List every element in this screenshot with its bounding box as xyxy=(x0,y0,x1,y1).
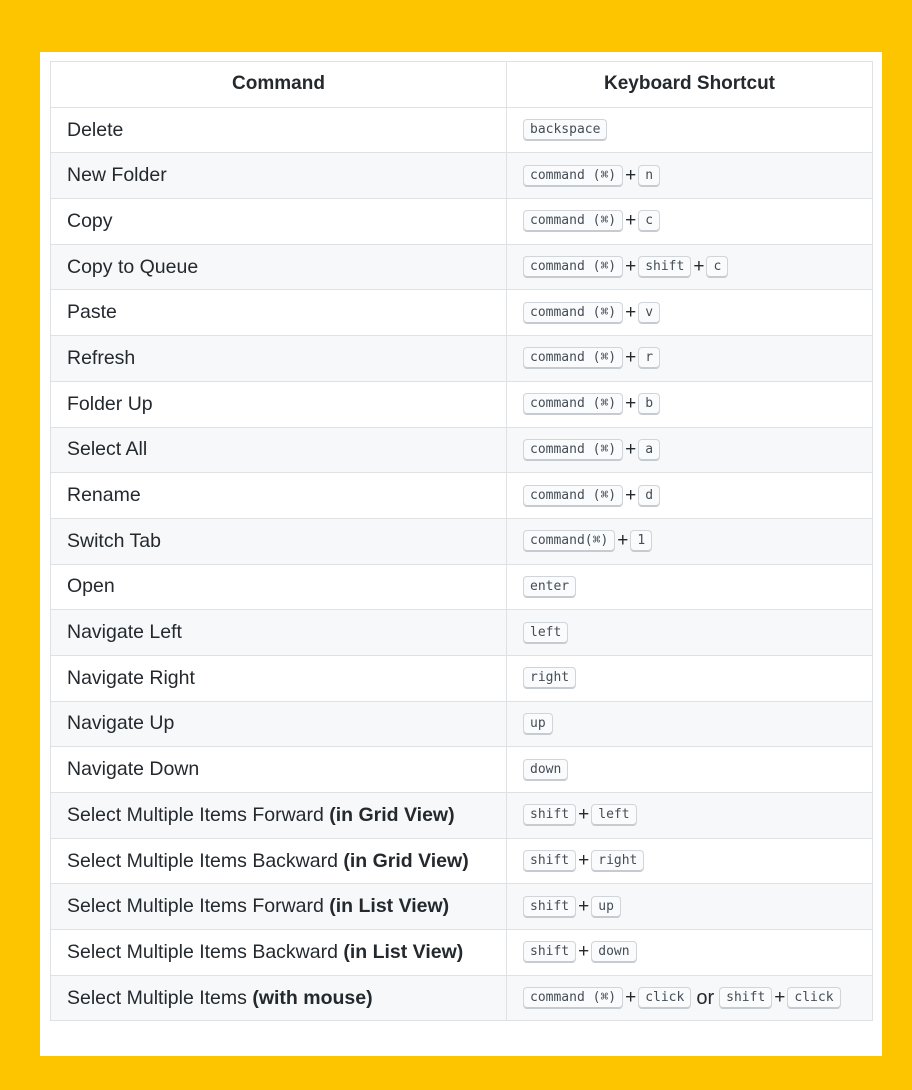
key-cap: command (⌘) xyxy=(523,347,623,369)
shortcuts-table xyxy=(50,61,873,1021)
key-cap: command (⌘) xyxy=(523,210,623,232)
plus-separator: + xyxy=(625,301,637,323)
shortcut-cell xyxy=(507,473,873,519)
command-cell xyxy=(51,838,507,884)
column-header-keyboard-shortcut: Keyboard Shortcut xyxy=(507,62,873,108)
table-row xyxy=(51,838,873,884)
command-name: New Folder xyxy=(67,164,167,187)
command-cell xyxy=(51,199,507,245)
shortcut-cell xyxy=(507,838,873,884)
key-cap: right xyxy=(523,667,576,689)
plus-separator: + xyxy=(617,530,629,552)
key-cap: down xyxy=(523,759,568,781)
shortcut-cell xyxy=(507,427,873,473)
key-cap: click xyxy=(787,987,840,1009)
command-cell xyxy=(51,381,507,427)
shortcut-cell xyxy=(507,107,873,153)
table-row xyxy=(51,199,873,245)
command-name: Select Multiple Items xyxy=(67,986,247,1009)
key-cap: c xyxy=(706,256,728,278)
key-cap: a xyxy=(638,439,660,461)
shortcut-cell xyxy=(507,336,873,382)
command-cell xyxy=(51,747,507,793)
command-name: Open xyxy=(67,575,115,598)
table-row xyxy=(51,427,873,473)
command-name: Rename xyxy=(67,484,141,507)
command-cell xyxy=(51,930,507,976)
table-row xyxy=(51,153,873,199)
table-row xyxy=(51,701,873,747)
command-cell xyxy=(51,610,507,656)
command-name: Select Multiple Items Backward xyxy=(67,849,338,872)
command-cell xyxy=(51,518,507,564)
command-name: Navigate Left xyxy=(67,621,182,644)
command-cell xyxy=(51,473,507,519)
plus-separator: + xyxy=(578,941,590,963)
table-row xyxy=(51,564,873,610)
column-header-command: Command xyxy=(51,62,507,108)
key-cap: command (⌘) xyxy=(523,165,623,187)
key-cap: shift xyxy=(719,987,772,1009)
key-cap: command(⌘) xyxy=(523,530,615,552)
command-note: (in List View) xyxy=(329,895,450,918)
table-row xyxy=(51,290,873,336)
table-row xyxy=(51,610,873,656)
command-name: Select All xyxy=(67,438,148,461)
plus-separator: + xyxy=(625,256,637,278)
plus-separator: + xyxy=(774,987,786,1009)
key-cap: enter xyxy=(523,576,576,598)
key-cap: command (⌘) xyxy=(523,439,623,461)
shortcut-cell xyxy=(507,290,873,336)
plus-separator: + xyxy=(693,256,705,278)
key-cap: shift xyxy=(638,256,691,278)
key-cap: up xyxy=(591,896,621,918)
shortcut-cell xyxy=(507,747,873,793)
key-cap: left xyxy=(591,804,636,826)
command-note: (in Grid View) xyxy=(329,803,455,826)
command-name: Folder Up xyxy=(67,392,153,415)
command-cell xyxy=(51,244,507,290)
plus-separator: + xyxy=(578,850,590,872)
key-cap: up xyxy=(523,713,553,735)
key-cap: backspace xyxy=(523,119,607,141)
shortcut-cell xyxy=(507,244,873,290)
command-name: Refresh xyxy=(67,346,136,369)
key-cap: d xyxy=(638,485,660,507)
shortcut-cell xyxy=(507,655,873,701)
key-cap: n xyxy=(638,165,660,187)
key-cap: right xyxy=(591,850,644,872)
or-separator: or xyxy=(696,986,715,1009)
command-cell xyxy=(51,336,507,382)
shortcut-cell xyxy=(507,975,873,1021)
command-name: Delete xyxy=(67,118,124,141)
command-name: Select Multiple Items Backward xyxy=(67,940,338,963)
table-row xyxy=(51,381,873,427)
table-row xyxy=(51,930,873,976)
content-panel xyxy=(40,52,882,1056)
shortcut-cell xyxy=(507,153,873,199)
key-cap: command (⌘) xyxy=(523,393,623,415)
key-cap: command (⌘) xyxy=(523,256,623,278)
command-name: Navigate Up xyxy=(67,712,175,735)
table-row xyxy=(51,655,873,701)
shortcut-cell xyxy=(507,701,873,747)
shortcut-cell xyxy=(507,793,873,839)
command-cell xyxy=(51,701,507,747)
command-cell xyxy=(51,427,507,473)
command-note: (in List View) xyxy=(343,940,464,963)
plus-separator: + xyxy=(578,804,590,826)
command-cell xyxy=(51,564,507,610)
key-cap: 1 xyxy=(630,530,652,552)
key-cap: down xyxy=(591,941,636,963)
key-cap: c xyxy=(638,210,660,232)
table-row xyxy=(51,473,873,519)
key-cap: v xyxy=(638,302,660,324)
plus-separator: + xyxy=(625,164,637,186)
shortcut-cell xyxy=(507,564,873,610)
key-cap: r xyxy=(638,347,660,369)
table-row xyxy=(51,244,873,290)
table-row xyxy=(51,107,873,153)
key-cap: shift xyxy=(523,896,576,918)
key-cap: shift xyxy=(523,804,576,826)
shortcut-cell xyxy=(507,518,873,564)
plus-separator: + xyxy=(625,393,637,415)
plus-separator: + xyxy=(625,347,637,369)
shortcut-cell xyxy=(507,610,873,656)
command-note: (in Grid View) xyxy=(343,849,469,872)
shortcut-cell xyxy=(507,930,873,976)
command-name: Navigate Down xyxy=(67,758,200,781)
key-cap: click xyxy=(638,987,691,1009)
key-cap: left xyxy=(523,622,568,644)
command-cell xyxy=(51,107,507,153)
command-cell xyxy=(51,655,507,701)
table-row xyxy=(51,975,873,1021)
table-row xyxy=(51,793,873,839)
command-cell xyxy=(51,290,507,336)
command-name: Select Multiple Items Forward xyxy=(67,895,324,918)
command-cell xyxy=(51,793,507,839)
command-cell xyxy=(51,884,507,930)
table-row xyxy=(51,336,873,382)
command-name: Navigate Right xyxy=(67,666,195,689)
shortcut-cell xyxy=(507,381,873,427)
key-cap: shift xyxy=(523,941,576,963)
key-cap: command (⌘) xyxy=(523,987,623,1009)
plus-separator: + xyxy=(625,210,637,232)
command-name: Switch Tab xyxy=(67,529,161,552)
table-body xyxy=(51,107,873,1021)
command-name: Select Multiple Items Forward xyxy=(67,803,324,826)
shortcut-cell xyxy=(507,884,873,930)
command-cell xyxy=(51,975,507,1021)
key-cap: shift xyxy=(523,850,576,872)
command-name: Copy xyxy=(67,209,113,232)
key-cap: command (⌘) xyxy=(523,485,623,507)
command-note: (with mouse) xyxy=(252,986,373,1009)
table-header-row xyxy=(51,62,873,108)
plus-separator: + xyxy=(625,484,637,506)
plus-separator: + xyxy=(625,438,637,460)
table-row xyxy=(51,747,873,793)
command-name: Copy to Queue xyxy=(67,255,199,278)
shortcut-cell xyxy=(507,199,873,245)
command-name: Paste xyxy=(67,301,117,324)
key-cap: b xyxy=(638,393,660,415)
plus-separator: + xyxy=(625,987,637,1009)
table-row xyxy=(51,518,873,564)
command-cell xyxy=(51,153,507,199)
key-cap: command (⌘) xyxy=(523,302,623,324)
table-row xyxy=(51,884,873,930)
plus-separator: + xyxy=(578,895,590,917)
